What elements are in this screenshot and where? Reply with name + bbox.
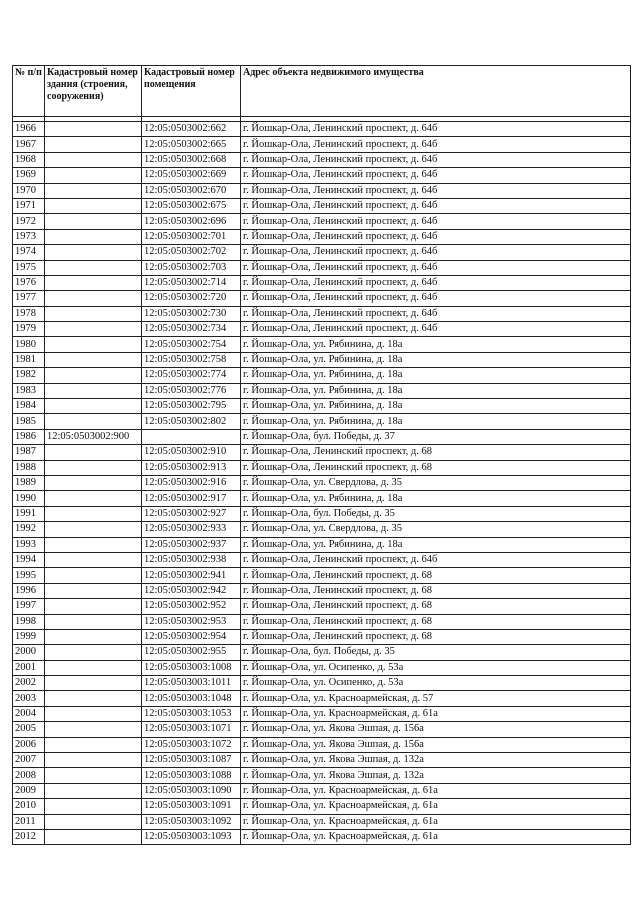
building-cadastral-cell <box>45 475 142 490</box>
address-cell: г. Йошкар-Ола, Ленинский проспект, д. 64б <box>241 275 631 290</box>
premises-cadastral-cell: 12:05:0503003:1092 <box>142 814 241 829</box>
row-number-cell: 1980 <box>13 337 45 352</box>
building-cadastral-cell <box>45 614 142 629</box>
building-cadastral-cell <box>45 522 142 537</box>
building-cadastral-cell <box>45 399 142 414</box>
building-cadastral-cell <box>45 229 142 244</box>
table-row <box>13 152 631 167</box>
row-number-cell: 2000 <box>13 645 45 660</box>
table-row <box>13 506 631 521</box>
premises-cadastral-cell: 12:05:0503003:1011 <box>142 676 241 691</box>
table-row <box>13 814 631 829</box>
header-row <box>13 66 631 117</box>
table-row <box>13 337 631 352</box>
building-cadastral-cell <box>45 753 142 768</box>
table-row <box>13 645 631 660</box>
premises-cadastral-cell: 12:05:0503002:913 <box>142 460 241 475</box>
row-number-cell: 1983 <box>13 383 45 398</box>
table-row <box>13 368 631 383</box>
address-cell: г. Йошкар-Ола, Ленинский проспект, д. 64б <box>241 322 631 337</box>
building-cadastral-cell <box>45 660 142 675</box>
premises-cadastral-cell: 12:05:0503003:1087 <box>142 753 241 768</box>
header-building-cadastral: Кадастровый номер здания (строения, сооружения) <box>45 66 142 117</box>
table-row <box>13 691 631 706</box>
table-row <box>13 722 631 737</box>
premises-cadastral-cell: 12:05:0503002:938 <box>142 552 241 567</box>
row-number-cell: 2003 <box>13 691 45 706</box>
address-cell: г. Йошкар-Ола, ул. Рябинина, д. 18а <box>241 491 631 506</box>
premises-cadastral-cell: 12:05:0503002:952 <box>142 599 241 614</box>
address-cell: г. Йошкар-Ола, ул. Рябинина, д. 18а <box>241 414 631 429</box>
row-number-cell: 2008 <box>13 768 45 783</box>
row-number-cell: 1990 <box>13 491 45 506</box>
address-cell: г. Йошкар-Ола, Ленинский проспект, д. 64б <box>241 168 631 183</box>
building-cadastral-cell <box>45 460 142 475</box>
table-header <box>13 66 631 117</box>
building-cadastral-cell <box>45 291 142 306</box>
row-number-cell: 2001 <box>13 660 45 675</box>
premises-cadastral-cell: 12:05:0503002:916 <box>142 475 241 490</box>
row-number-cell: 1984 <box>13 399 45 414</box>
row-number-cell: 1998 <box>13 614 45 629</box>
row-number-cell: 1972 <box>13 214 45 229</box>
table-row <box>13 799 631 814</box>
address-cell: г. Йошкар-Ола, Ленинский проспект, д. 68 <box>241 614 631 629</box>
premises-cadastral-cell: 12:05:0503003:1072 <box>142 737 241 752</box>
premises-cadastral-cell: 12:05:0503002:795 <box>142 399 241 414</box>
table-row <box>13 260 631 275</box>
building-cadastral-cell <box>45 537 142 552</box>
premises-cadastral-cell: 12:05:0503002:754 <box>142 337 241 352</box>
premises-cadastral-cell: 12:05:0503002:734 <box>142 322 241 337</box>
address-cell: г. Йошкар-Ола, бул. Победы, д. 37 <box>241 429 631 444</box>
building-cadastral-cell <box>45 245 142 260</box>
premises-cadastral-cell: 12:05:0503002:933 <box>142 522 241 537</box>
table-row <box>13 522 631 537</box>
table-row <box>13 137 631 152</box>
address-cell: г. Йошкар-Ола, Ленинский проспект, д. 64б <box>241 183 631 198</box>
table-row <box>13 414 631 429</box>
building-cadastral-cell <box>45 799 142 814</box>
premises-cadastral-cell: 12:05:0503002:670 <box>142 183 241 198</box>
premises-cadastral-cell: 12:05:0503002:669 <box>142 168 241 183</box>
header-address: Адрес объекта недвижимого имущества <box>241 66 631 117</box>
address-cell: г. Йошкар-Ола, Ленинский проспект, д. 64б <box>241 291 631 306</box>
address-cell: г. Йошкар-Ола, Ленинский проспект, д. 68 <box>241 629 631 644</box>
row-number-cell: 1982 <box>13 368 45 383</box>
premises-cadastral-cell: 12:05:0503002:701 <box>142 229 241 244</box>
table-row <box>13 829 631 844</box>
building-cadastral-cell <box>45 599 142 614</box>
building-cadastral-cell <box>45 629 142 644</box>
address-cell: г. Йошкар-Ола, Ленинский проспект, д. 68 <box>241 599 631 614</box>
address-cell: г. Йошкар-Ола, ул. Свердлова, д. 35 <box>241 522 631 537</box>
address-cell: г. Йошкар-Ола, ул. Красноармейская, д. 61а <box>241 706 631 721</box>
table-row <box>13 552 631 567</box>
address-cell: г. Йошкар-Ола, Ленинский проспект, д. 68 <box>241 445 631 460</box>
premises-cadastral-cell: 12:05:0503002:917 <box>142 491 241 506</box>
building-cadastral-cell <box>45 260 142 275</box>
premises-cadastral-cell: 12:05:0503003:1048 <box>142 691 241 706</box>
building-cadastral-cell <box>45 506 142 521</box>
table-row <box>13 599 631 614</box>
address-cell: г. Йошкар-Ола, ул. Красноармейская, д. 57 <box>241 691 631 706</box>
premises-cadastral-cell: 12:05:0503002:955 <box>142 645 241 660</box>
address-cell: г. Йошкар-Ола, ул. Красноармейская, д. 61а <box>241 799 631 814</box>
row-number-cell: 2002 <box>13 676 45 691</box>
address-cell: г. Йошкар-Ола, ул. Рябинина, д. 18а <box>241 368 631 383</box>
premises-cadastral-cell: 12:05:0503002:702 <box>142 245 241 260</box>
building-cadastral-cell <box>45 383 142 398</box>
address-cell: г. Йошкар-Ола, ул. Рябинина, д. 18а <box>241 383 631 398</box>
premises-cadastral-cell: 12:05:0503002:937 <box>142 537 241 552</box>
address-cell: г. Йошкар-Ола, Ленинский проспект, д. 68 <box>241 460 631 475</box>
premises-cadastral-cell: 12:05:0503002:668 <box>142 152 241 167</box>
building-cadastral-cell <box>45 152 142 167</box>
building-cadastral-cell <box>45 168 142 183</box>
table-row <box>13 183 631 198</box>
premises-cadastral-cell: 12:05:0503002:758 <box>142 352 241 367</box>
table-row <box>13 583 631 598</box>
row-number-cell: 1971 <box>13 198 45 213</box>
building-cadastral-cell <box>45 183 142 198</box>
address-cell: г. Йошкар-Ола, Ленинский проспект, д. 64б <box>241 198 631 213</box>
table-row <box>13 245 631 260</box>
address-cell: г. Йошкар-Ола, ул. Рябинина, д. 18а <box>241 399 631 414</box>
premises-cadastral-cell: 12:05:0503003:1053 <box>142 706 241 721</box>
premises-cadastral-cell: 12:05:0503002:942 <box>142 583 241 598</box>
premises-cadastral-cell: 12:05:0503002:953 <box>142 614 241 629</box>
row-number-cell: 1976 <box>13 275 45 290</box>
table-row <box>13 445 631 460</box>
address-cell: г. Йошкар-Ола, ул. Красноармейская, д. 61а <box>241 814 631 829</box>
building-cadastral-cell <box>45 275 142 290</box>
address-cell: г. Йошкар-Ола, Ленинский проспект, д. 64б <box>241 137 631 152</box>
premises-cadastral-cell: 12:05:0503002:776 <box>142 383 241 398</box>
premises-cadastral-cell: 12:05:0503002:703 <box>142 260 241 275</box>
building-cadastral-cell <box>45 645 142 660</box>
document-page <box>12 65 630 845</box>
premises-cadastral-cell: 12:05:0503002:802 <box>142 414 241 429</box>
address-cell: г. Йошкар-Ола, Ленинский проспект, д. 68 <box>241 568 631 583</box>
row-number-cell: 1985 <box>13 414 45 429</box>
address-cell: г. Йошкар-Ола, ул. Осипенко, д. 53а <box>241 676 631 691</box>
row-number-cell: 1979 <box>13 322 45 337</box>
building-cadastral-cell <box>45 322 142 337</box>
table-row <box>13 629 631 644</box>
table-row <box>13 660 631 675</box>
building-cadastral-cell <box>45 137 142 152</box>
row-number-cell: 2006 <box>13 737 45 752</box>
premises-cadastral-cell: 12:05:0503003:1071 <box>142 722 241 737</box>
table-row <box>13 614 631 629</box>
address-cell: г. Йошкар-Ола, Ленинский проспект, д. 64б <box>241 229 631 244</box>
address-cell: г. Йошкар-Ола, ул. Свердлова, д. 35 <box>241 475 631 490</box>
row-number-cell: 1970 <box>13 183 45 198</box>
row-number-cell: 2012 <box>13 829 45 844</box>
property-register-table <box>12 65 631 845</box>
address-cell: г. Йошкар-Ола, ул. Осипенко, д. 53а <box>241 660 631 675</box>
premises-cadastral-cell: 12:05:0503003:1093 <box>142 829 241 844</box>
premises-cadastral-cell: 12:05:0503002:714 <box>142 275 241 290</box>
address-cell: г. Йошкар-Ола, Ленинский проспект, д. 64б <box>241 214 631 229</box>
table-row <box>13 229 631 244</box>
table-row <box>13 291 631 306</box>
table-row <box>13 568 631 583</box>
row-number-cell: 1995 <box>13 568 45 583</box>
premises-cadastral-cell: 12:05:0503002:730 <box>142 306 241 321</box>
table-row <box>13 275 631 290</box>
table-row <box>13 460 631 475</box>
header-premises-cadastral: Кадастровый номер помещения <box>142 66 241 117</box>
row-number-cell: 2011 <box>13 814 45 829</box>
row-number-cell: 1973 <box>13 229 45 244</box>
premises-cadastral-cell: 12:05:0503002:696 <box>142 214 241 229</box>
building-cadastral-cell <box>45 583 142 598</box>
building-cadastral-cell <box>45 814 142 829</box>
table-row <box>13 352 631 367</box>
address-cell: г. Йошкар-Ола, ул. Рябинина, д. 18а <box>241 352 631 367</box>
row-number-cell: 2005 <box>13 722 45 737</box>
address-cell: г. Йошкар-Ола, ул. Якова Эшпая, д. 156а <box>241 737 631 752</box>
row-number-cell: 1999 <box>13 629 45 644</box>
premises-cadastral-cell: 12:05:0503002:720 <box>142 291 241 306</box>
table-row <box>13 768 631 783</box>
row-number-cell: 1975 <box>13 260 45 275</box>
table-row <box>13 122 631 137</box>
row-number-cell: 1974 <box>13 245 45 260</box>
row-number-cell: 1978 <box>13 306 45 321</box>
row-number-cell: 2009 <box>13 783 45 798</box>
row-number-cell: 1977 <box>13 291 45 306</box>
table-body <box>13 117 631 845</box>
table-row <box>13 475 631 490</box>
address-cell: г. Йошкар-Ола, ул. Рябинина, д. 18а <box>241 537 631 552</box>
row-number-cell: 1991 <box>13 506 45 521</box>
address-cell: г. Йошкар-Ола, Ленинский проспект, д. 64б <box>241 152 631 167</box>
building-cadastral-cell <box>45 214 142 229</box>
row-number-cell: 1988 <box>13 460 45 475</box>
building-cadastral-cell <box>45 352 142 367</box>
row-number-cell: 1981 <box>13 352 45 367</box>
table-row <box>13 322 631 337</box>
address-cell: г. Йошкар-Ола, Ленинский проспект, д. 68 <box>241 583 631 598</box>
building-cadastral-cell: 12:05:0503002:900 <box>45 429 142 444</box>
row-number-cell: 1967 <box>13 137 45 152</box>
row-number-cell: 1993 <box>13 537 45 552</box>
address-cell: г. Йошкар-Ола, Ленинский проспект, д. 64б <box>241 245 631 260</box>
table-row <box>13 706 631 721</box>
table-row <box>13 737 631 752</box>
row-number-cell: 1968 <box>13 152 45 167</box>
address-cell: г. Йошкар-Ола, бул. Победы, д. 35 <box>241 506 631 521</box>
premises-cadastral-cell: 12:05:0503003:1088 <box>142 768 241 783</box>
building-cadastral-cell <box>45 445 142 460</box>
address-cell: г. Йошкар-Ола, бул. Победы, д. 35 <box>241 645 631 660</box>
address-cell: г. Йошкар-Ола, ул. Якова Эшпая, д. 132а <box>241 768 631 783</box>
premises-cadastral-cell <box>142 429 241 444</box>
building-cadastral-cell <box>45 568 142 583</box>
table-row <box>13 399 631 414</box>
row-number-cell: 1996 <box>13 583 45 598</box>
table-row <box>13 168 631 183</box>
building-cadastral-cell <box>45 198 142 213</box>
table-row <box>13 537 631 552</box>
row-number-cell: 1987 <box>13 445 45 460</box>
row-number-cell: 1989 <box>13 475 45 490</box>
row-number-cell: 2010 <box>13 799 45 814</box>
row-number-cell: 1997 <box>13 599 45 614</box>
address-cell: г. Йошкар-Ола, Ленинский проспект, д. 64б <box>241 306 631 321</box>
address-cell: г. Йошкар-Ола, ул. Красноармейская, д. 61а <box>241 783 631 798</box>
table-row <box>13 383 631 398</box>
table-row <box>13 198 631 213</box>
premises-cadastral-cell: 12:05:0503002:941 <box>142 568 241 583</box>
premises-cadastral-cell: 12:05:0503002:665 <box>142 137 241 152</box>
row-number-cell: 1986 <box>13 429 45 444</box>
row-number-cell: 1994 <box>13 552 45 567</box>
premises-cadastral-cell: 12:05:0503003:1091 <box>142 799 241 814</box>
address-cell: г. Йошкар-Ола, Ленинский проспект, д. 64б <box>241 122 631 137</box>
building-cadastral-cell <box>45 768 142 783</box>
table-row <box>13 491 631 506</box>
building-cadastral-cell <box>45 829 142 844</box>
address-cell: г. Йошкар-Ола, ул. Рябинина, д. 18а <box>241 337 631 352</box>
building-cadastral-cell <box>45 706 142 721</box>
building-cadastral-cell <box>45 414 142 429</box>
building-cadastral-cell <box>45 122 142 137</box>
building-cadastral-cell <box>45 306 142 321</box>
table-row <box>13 783 631 798</box>
building-cadastral-cell <box>45 722 142 737</box>
building-cadastral-cell <box>45 737 142 752</box>
address-cell: г. Йошкар-Ола, ул. Якова Эшпая, д. 156а <box>241 722 631 737</box>
premises-cadastral-cell: 12:05:0503003:1008 <box>142 660 241 675</box>
table-row <box>13 676 631 691</box>
premises-cadastral-cell: 12:05:0503002:927 <box>142 506 241 521</box>
premises-cadastral-cell: 12:05:0503003:1090 <box>142 783 241 798</box>
header-number: № п/п <box>13 66 45 117</box>
building-cadastral-cell <box>45 676 142 691</box>
premises-cadastral-cell: 12:05:0503002:910 <box>142 445 241 460</box>
row-number-cell: 1992 <box>13 522 45 537</box>
table-row <box>13 214 631 229</box>
building-cadastral-cell <box>45 691 142 706</box>
address-cell: г. Йошкар-Ола, ул. Якова Эшпая, д. 132а <box>241 753 631 768</box>
row-number-cell: 2004 <box>13 706 45 721</box>
table-row <box>13 753 631 768</box>
building-cadastral-cell <box>45 783 142 798</box>
row-number-cell: 2007 <box>13 753 45 768</box>
address-cell: г. Йошкар-Ола, ул. Красноармейская, д. 61а <box>241 829 631 844</box>
building-cadastral-cell <box>45 491 142 506</box>
address-cell: г. Йошкар-Ола, Ленинский проспект, д. 64б <box>241 260 631 275</box>
row-number-cell: 1966 <box>13 122 45 137</box>
building-cadastral-cell <box>45 552 142 567</box>
premises-cadastral-cell: 12:05:0503002:954 <box>142 629 241 644</box>
table-row <box>13 306 631 321</box>
building-cadastral-cell <box>45 337 142 352</box>
row-number-cell: 1969 <box>13 168 45 183</box>
table-row <box>13 429 631 444</box>
premises-cadastral-cell: 12:05:0503002:774 <box>142 368 241 383</box>
premises-cadastral-cell: 12:05:0503002:662 <box>142 122 241 137</box>
address-cell: г. Йошкар-Ола, Ленинский проспект, д. 64б <box>241 552 631 567</box>
premises-cadastral-cell: 12:05:0503002:675 <box>142 198 241 213</box>
building-cadastral-cell <box>45 368 142 383</box>
